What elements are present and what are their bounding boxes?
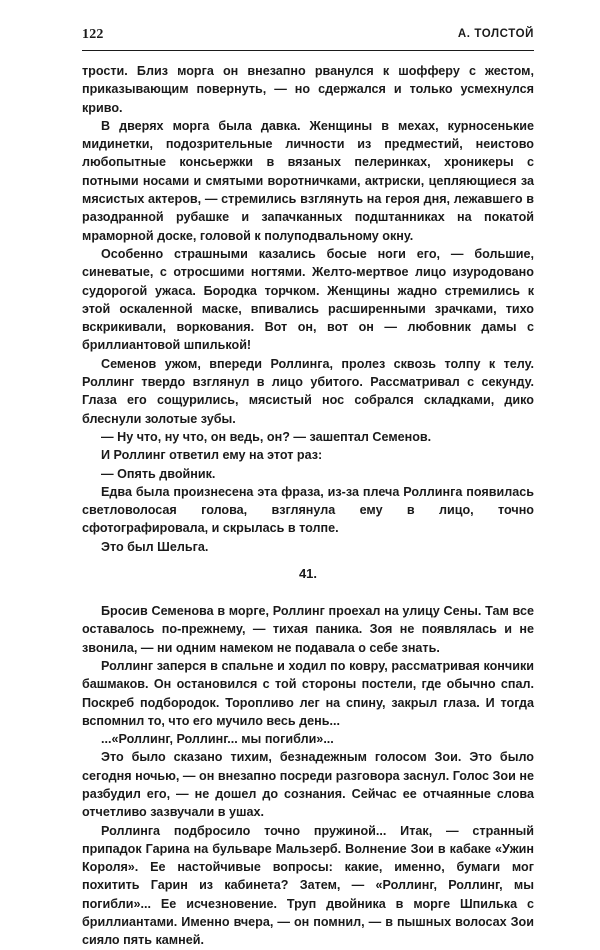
paragraph: Это было сказано тихим, безнадежным голосом Зои. Это было сегодня ночью, — он внезапно посреди разговора заснул. Голос Зои не разбудил его, — не дошел до сознания. Сейчас ее отчаянные слова отчетливо зазвучали в ушах. [82,750,534,820]
text-before-chapter [82,62,534,556]
paragraph: трости. Близ морга он внезапно рванулся к шофферу с жестом, приказывающим повернуть, — но сдержался и только усмехнулся криво. [82,64,534,115]
text-after-chapter [82,602,534,950]
paragraph: — Опять двойник. [101,466,216,481]
paragraph: В дверях морга была давка. Женщины в мехах, курносенькие мидинетки, подозрительные личности из предместий, неистово любопытные консьержки в вязаных пелеринках, хроникеры с потными носами и смятыми воротничками, актриски, цепляющиеся за мясистых актеров, — стремились взглянуть на героя дня, лежавшего в разодранной рубашке и запачканных подштанниках на покатой мраморной доске, головой к полуподвальному окну. [82,118,534,243]
paragraph: Бросив Семенова в морге, Роллинг проехал на улицу Сены. Там все оставалось по-прежнему, — тихая паника. Зоя не появлялась и не звонила, — ни одним намеком не подавала о себе знать. [82,604,534,655]
page-number: 122 [82,27,104,42]
chapter-number: 41. [298,566,318,582]
paragraph: — Ну что, ну что, он ведь, он? — зашептал Семенов. [101,429,432,444]
paragraph: Роллинг заперся в спальне и ходил по ковру, рассматривая кончики башмаков. Он остановился с той стороны постели, где обычно спал. Поскреб подбородок. Торопливо лег на спину, закрыл глаза. И тогда вспомнил то, что его мучило весь день... [82,658,534,728]
paragraph: И Роллинг ответил ему на этот раз: [101,448,323,463]
paragraph: Едва была произнесена эта фраза, из-за плеча Роллинга появилась светловолосая голова, взглянула ему в лицо, точно сфотографировала, и скрылась в толпе. [82,484,534,536]
paragraph: Это был Шельга. [101,539,209,554]
paragraph: Особенно страшными казались босые ноги его, — большие, синеватые, с отросшими ногтями. Желто-мертвое лицо изуродовано судорогой ужаса. Бородка торчком. Женщины жадно стремились к этой оскаленной маске, впивались расширенными зрачками, тихо вскрикивали, воркования. Вот он, вот он — любовник дамы с бриллиантовой шпилькой! [82,246,534,353]
paragraph: ...«Роллинг, Роллинг... мы погибли»... [101,732,334,747]
header-rule [82,50,534,51]
body-text [82,62,534,950]
paragraph: Семенов ужом, впереди Роллинга, пролез сквозь толпу к телу. Роллинг твердо взглянул в лицо убитого. Рассматривал с секунду. Глаза его сощурились, мясистый нос собрался складками, дико блеснули золотые зубы. [82,356,534,426]
page-header [82,27,534,47]
running-head-author: А. ТОЛСТОЙ [457,28,534,40]
paragraph: Роллинга подбросило точно пружиной... Итак, — странный припадок Гарина на бульваре Мальзерб. Волнение Зои в кабаке «Ужин Короля». Ее настойчивые вопросы: какие, именно, бумаги мог похитить Гарин из кабинета? Затем, — «Роллинг, Роллинг, мы погибли»... Ее исчезновение. Труп двойника в морге Шпилька с бриллиантами. Именно вчера, — он помнил, — в пышных волосах Зои сияло пять камней. [82,823,534,948]
